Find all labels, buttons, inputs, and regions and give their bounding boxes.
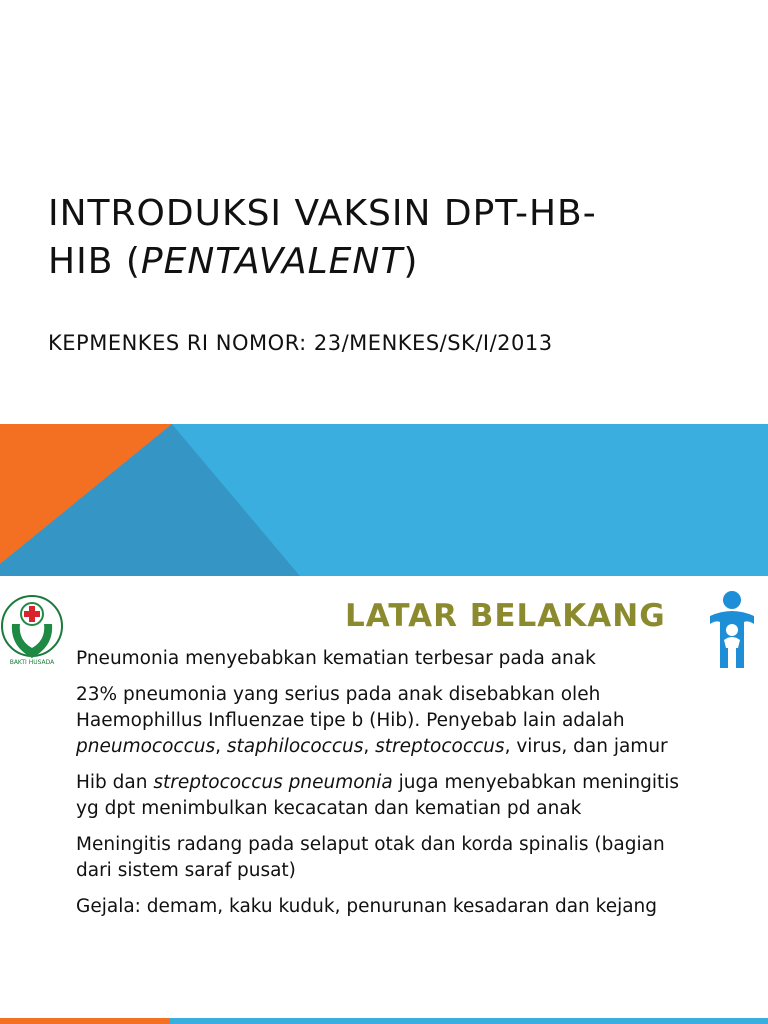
bullet-text: juga menyebabkan meningitis yg dpt menimbulkan kecacatan dan kematian pd anak: [76, 772, 679, 819]
bullet-item: [76, 646, 696, 672]
bullet-item: [76, 832, 696, 884]
bullet-text-italic: streptococcus: [375, 736, 505, 757]
bottom-accent: [0, 1018, 768, 1024]
title-line-2-suffix: ): [403, 241, 419, 282]
bullet-text: Meningitis radang pada selaput otak dan korda spinalis (bagian dari sistem saraf pusat): [76, 834, 665, 881]
bullet-text: ,: [215, 736, 227, 757]
bullet-text: 23% pneumonia yang serius pada anak disebabkan oleh Haemophillus Influenzae tipe b (Hib). Penyebab lain adalah: [76, 684, 625, 731]
bullet-text-italic: streptococcus pneumonia: [153, 772, 393, 793]
slide-subtitle: KEPMENKES RI NOMOR: 23/MENKES/SK/I/2013: [48, 331, 553, 355]
bullet-item: [76, 894, 696, 920]
title-line-1: INTRODUKSI VAKSIN DPT-HB-: [48, 193, 597, 234]
decorative-banner: [0, 424, 768, 576]
title-line-2-prefix: HIB (: [48, 241, 141, 282]
bullet-text-italic: pneumococcus: [76, 736, 216, 757]
bakti-husada-logo-icon: [0, 584, 64, 668]
bullet-list: [76, 646, 696, 930]
bullet-text: , virus, dan jamur: [504, 736, 668, 757]
title-line-2-italic: PENTAVALENT: [140, 241, 404, 282]
bullet-text: Pneumonia menyebabkan kematian terbesar pada anak: [76, 648, 596, 669]
slide-title: [48, 190, 728, 286]
logo-left-caption: BAKTI HUSADA: [9, 659, 55, 666]
bullet-text: Hib dan: [76, 772, 154, 793]
content-slide: [0, 576, 768, 1024]
bullet-item: [76, 770, 696, 822]
bullet-text-italic: staphilococcus: [226, 736, 364, 757]
mother-child-logo-icon: [702, 588, 762, 670]
bullet-text: ,: [363, 736, 376, 757]
bullet-item: [76, 682, 696, 760]
bullet-text: Gejala: demam, kaku kuduk, penurunan kesadaran dan kejang: [76, 896, 658, 917]
slide-heading: LATAR BELAKANG: [345, 598, 666, 634]
